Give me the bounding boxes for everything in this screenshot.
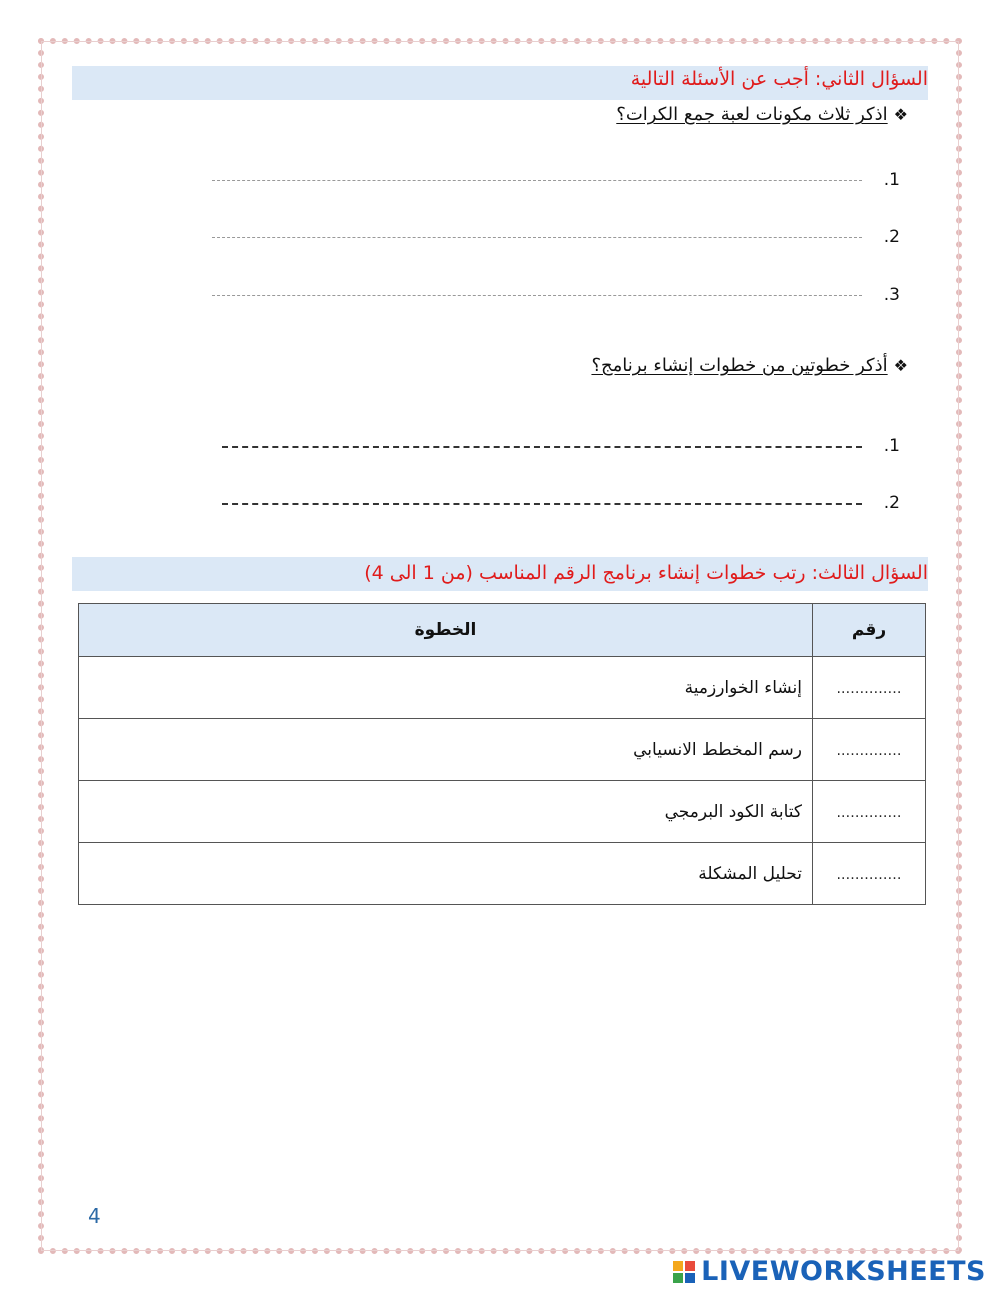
answer-number: 3.: [883, 285, 900, 305]
answer-number: 2.: [883, 493, 900, 513]
header-number: رقم: [813, 604, 926, 657]
question-2-text: أذكر خطوتين من خطوات إنشاء برنامج؟: [591, 355, 888, 376]
answer-number: 1.: [883, 436, 900, 456]
step-text: رسم المخطط الانسيابي: [79, 719, 813, 781]
answer-1-1[interactable]: [100, 170, 900, 192]
step-text: كتابة الكود البرمجي: [79, 781, 813, 843]
page-number: 4: [88, 1204, 101, 1228]
question-1-text: اذكر ثلاث مكونات لعبة جمع الكرات؟: [616, 104, 888, 125]
answer-line[interactable]: [212, 237, 862, 238]
answer-line[interactable]: [222, 446, 862, 448]
section-3-header: [72, 557, 928, 591]
section-2-title: السؤال الثاني: أجب عن الأسئلة التالية: [630, 68, 928, 90]
table-row: [79, 719, 926, 781]
logo-squares-icon: [673, 1261, 695, 1283]
step-text: إنشاء الخوارزمية: [79, 657, 813, 719]
table-row: [79, 781, 926, 843]
answer-2-2[interactable]: [100, 493, 900, 515]
answer-line[interactable]: [222, 503, 862, 505]
diamond-bullet-icon: ❖: [893, 105, 908, 124]
answer-number: 2.: [883, 227, 900, 247]
table-row: [79, 843, 926, 905]
answer-line[interactable]: [212, 295, 862, 296]
brand-name: LIVEWORKSHEETS: [701, 1256, 986, 1287]
section-2-header: [72, 66, 928, 100]
answer-1-2[interactable]: [100, 227, 900, 249]
order-blank[interactable]: …………..: [813, 843, 926, 905]
step-text: تحليل المشكلة: [79, 843, 813, 905]
answer-line[interactable]: [212, 180, 862, 181]
order-blank[interactable]: …………..: [813, 657, 926, 719]
answer-2-1[interactable]: [100, 436, 900, 458]
answer-number: 1.: [883, 170, 900, 190]
answer-1-3[interactable]: [100, 285, 900, 307]
table-row: [79, 657, 926, 719]
steps-table: [78, 603, 926, 905]
table-header-row: [79, 604, 926, 657]
header-step: الخطوة: [79, 604, 813, 657]
section-3-title: السؤال الثالث: رتب خطوات إنشاء برنامج الرقم المناسب (من 1 الى 4): [364, 562, 928, 584]
liveworksheets-logo[interactable]: [673, 1256, 986, 1287]
order-blank[interactable]: …………..: [813, 781, 926, 843]
order-blank[interactable]: …………..: [813, 719, 926, 781]
diamond-bullet-icon: ❖: [893, 356, 908, 375]
question-2: [591, 355, 908, 376]
question-1: [616, 104, 908, 125]
